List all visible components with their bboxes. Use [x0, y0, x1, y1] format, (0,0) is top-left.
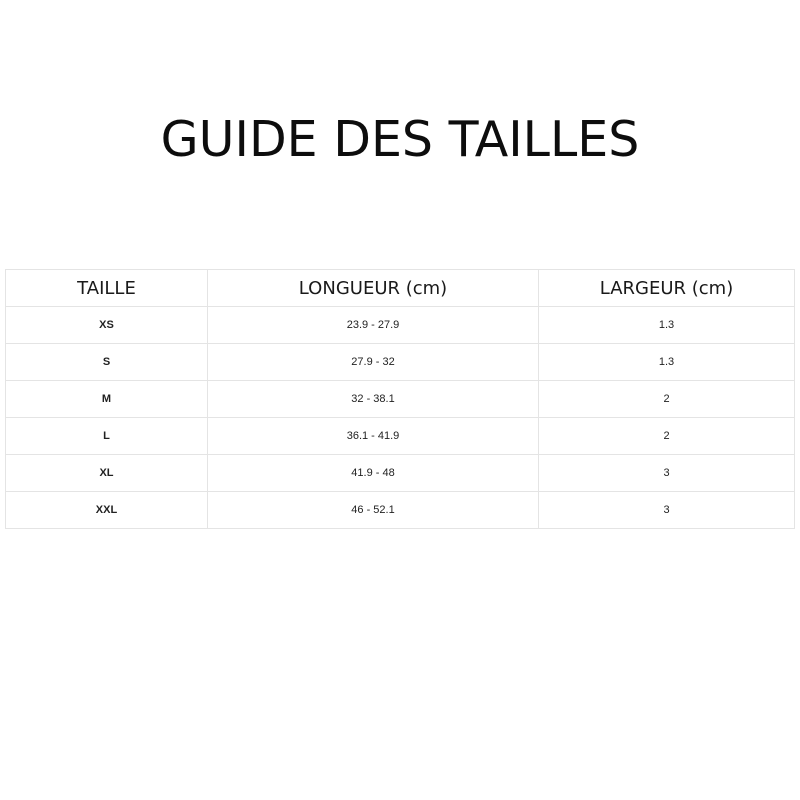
size-cell: S [6, 344, 208, 381]
length-cell: 41.9 - 48 [208, 455, 539, 492]
length-cell: 27.9 - 32 [208, 344, 539, 381]
size-cell: XS [6, 307, 208, 344]
table-row [6, 307, 795, 344]
length-cell: 32 - 38.1 [208, 381, 539, 418]
width-cell: 3 [539, 492, 795, 529]
table-row [6, 418, 795, 455]
table-header-row [6, 270, 795, 307]
table-row [6, 381, 795, 418]
table-row [6, 455, 795, 492]
length-cell: 36.1 - 41.9 [208, 418, 539, 455]
table-row [6, 344, 795, 381]
header-length: LONGUEUR (cm) [208, 270, 539, 307]
length-cell: 46 - 52.1 [208, 492, 539, 529]
width-cell: 1.3 [539, 344, 795, 381]
size-cell: XL [6, 455, 208, 492]
table-row [6, 492, 795, 529]
header-size: TAILLE [6, 270, 208, 307]
page-title: GUIDE DES TAILLES [160, 111, 640, 168]
length-cell: 23.9 - 27.9 [208, 307, 539, 344]
size-cell: XXL [6, 492, 208, 529]
width-cell: 3 [539, 455, 795, 492]
width-cell: 1.3 [539, 307, 795, 344]
width-cell: 2 [539, 418, 795, 455]
size-cell: L [6, 418, 208, 455]
size-cell: M [6, 381, 208, 418]
header-width: LARGEUR (cm) [539, 270, 795, 307]
width-cell: 2 [539, 381, 795, 418]
size-guide-table [5, 269, 795, 529]
